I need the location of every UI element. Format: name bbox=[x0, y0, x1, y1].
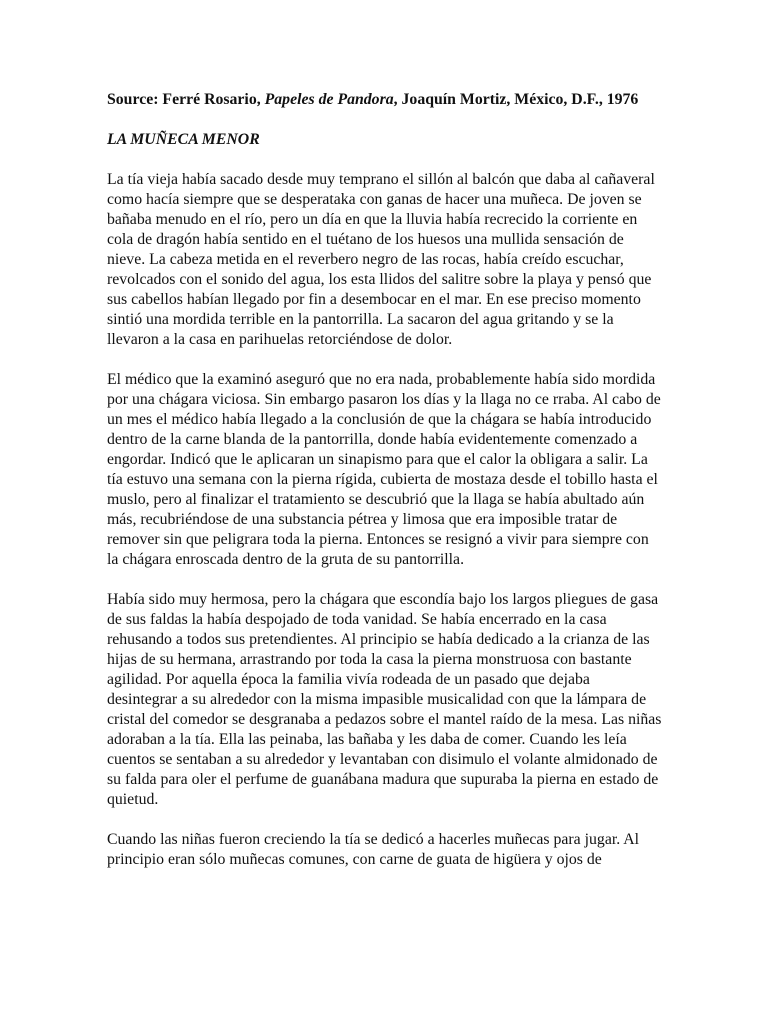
paragraph: Cuando las niñas fueron creciendo la tía se dedicó a hacerles muñecas para jugar. Al principio eran sólo muñecas comunes, con carne de guata de higüera y ojos de bbox=[107, 831, 640, 868]
paragraph: La tía vieja había sacado desde muy temprano el sillón al balcón que daba al cañaveral como hacía siempre que se desperataka con ganas de hacer una muñeca. De joven se bañaba menudo en el río, pero un día en que la lluvia había recrecido la corriente en cola de dragón había sentido en el tuétano de los huesos una mullida sensación de nieve. La cabeza metida en el reverbero negro de las rocas, había creído escuchar, revolcados con el sonido del agua, los esta llidos del salitre sobre la playa y pensó que sus cabellos habían llegado por fin a desembocar en el mar. En ese preciso momento sintió una mordida terrible en la pantorrilla. La sacaron del agua gritando y se la llevaron a la casa en parihuelas retorciéndose de dolor. bbox=[107, 171, 655, 348]
source-citation bbox=[107, 90, 663, 110]
paragraph: Había sido muy hermosa, pero la chágara que escondía bajo los largos pliegues de gasa de sus faldas la había despojado de toda vanidad. Se había encerrado en la casa rehusando a todos sus pretendientes. Al principio se había dedicado a la crianza de las hijas de su hermana, arrastrando por toda la casa la pierna monstruosa con bastante agilidad. Por aquella época la familia vivía rodeada de un pasado que dejaba desintegrar a su alrededor con la misma impasible musicalidad con que la lámpara de cristal del comedor se desgranaba a pedazos sobre el mantel raído de la mesa. Las niñas adoraban a la tía. Ella las peinaba, las bañaba y les daba de comer. Cuando les leía cuentos se sentaban a su alrededor y levantaban con disimulo el volante almidonado de su falda para oler el perfume de guanábana madura que supuraba la pierna en estado de quietud. bbox=[107, 591, 662, 808]
source-prefix: Source: Ferré Rosario, bbox=[107, 91, 265, 108]
source-suffix: , Joaquín Mortiz, México, D.F., 1976 bbox=[393, 91, 639, 108]
paragraph: El médico que la examinó aseguró que no era nada, probablemente había sido mordida por una chágara viciosa. Sin embargo pasaron los días y la llaga no ce rraba. Al cabo de un mes el médico había llegado a la conclusión de que la chágara se había introducido dentro de la carne blanda de la pantorrilla, donde había evidentemente comenzado a engordar. Indicó que le aplicaran un sinapismo para que el calor la obligara a salir. La tía estuvo una semana con la pierna rígida, cubierta de mostaza desde el tobillo hasta el muslo, pero al finalizar el tratamiento se descubrió que la llaga se había abultado aún más, recubriéndose de una substancia pétrea y limosa que era imposible tratar de remover sin que peligrara toda la pierna. Entonces se resignó a vivir para siempre con la chágara enroscada dentro de la gruta de su pantorrilla. bbox=[107, 371, 661, 568]
document-page bbox=[107, 90, 663, 870]
story-title: LA MUÑECA MENOR bbox=[107, 131, 260, 148]
source-book-title: Papeles de Pandora bbox=[264, 91, 394, 108]
